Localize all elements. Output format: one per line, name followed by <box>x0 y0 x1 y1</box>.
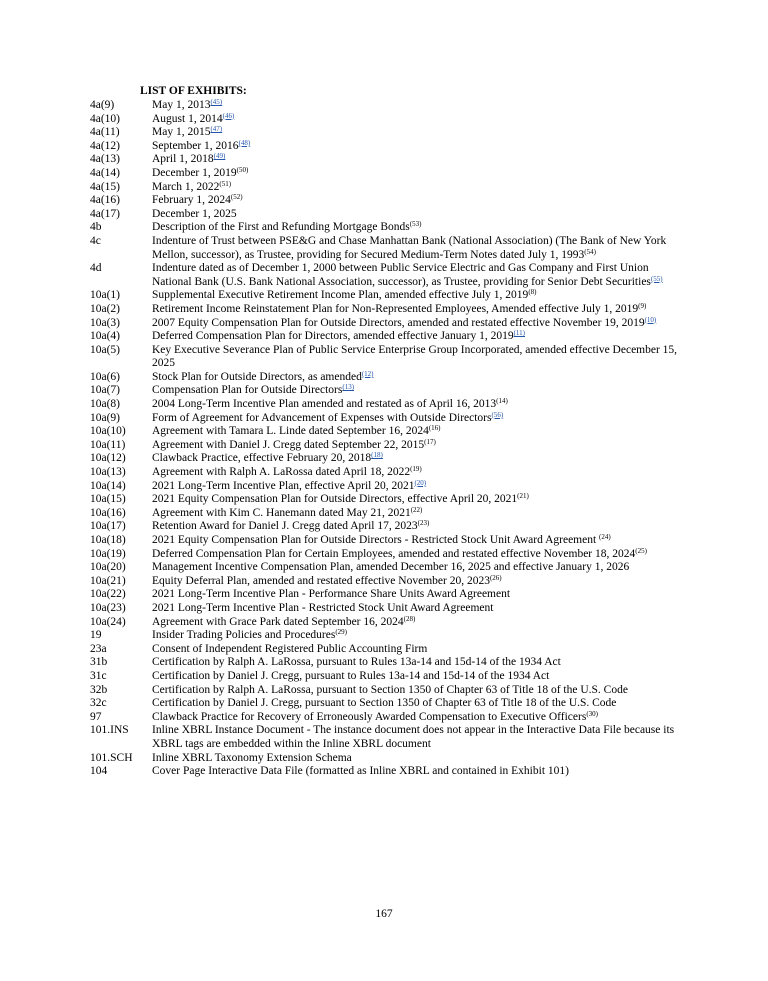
footnote-reference: (54) <box>584 247 596 256</box>
page-number: 167 <box>375 908 393 920</box>
exhibit-number: 97 <box>90 710 102 723</box>
exhibit-row <box>90 493 690 507</box>
exhibit-number: 10a(10) <box>90 425 126 438</box>
exhibit-description <box>152 208 690 222</box>
exhibit-number: 4a(15) <box>90 180 121 193</box>
exhibit-description <box>152 289 690 303</box>
footnote-reference-link[interactable]: (20) <box>414 478 427 487</box>
exhibit-row <box>90 643 690 657</box>
exhibit-number: 10a(3) <box>90 316 121 329</box>
exhibit-description-text: 2021 Long-Term Incentive Plan - Performance Share Units Award Agreement <box>152 588 511 601</box>
exhibit-number: 10a(17) <box>90 520 126 533</box>
footnote-reference-link[interactable]: (11) <box>513 329 525 338</box>
exhibit-description <box>152 153 690 167</box>
exhibit-description <box>152 684 690 698</box>
exhibit-row <box>90 765 690 779</box>
footnote-reference: (51) <box>219 179 232 188</box>
exhibit-row <box>90 561 690 575</box>
exhibit-description <box>152 235 690 262</box>
exhibit-row <box>90 235 690 262</box>
exhibit-number: 4a(14) <box>90 166 121 179</box>
footnote-reference: (30) <box>586 709 598 718</box>
exhibit-description-text: Certification by Ralph A. LaRossa, pursuant to Rules 13a-14 and 15d-14 of the 1934 Act <box>152 656 561 669</box>
exhibit-description-text: May 1, 2013 <box>152 99 211 111</box>
exhibit-description-text: Agreement with Grace Park dated September 16, 2024 <box>152 615 404 628</box>
exhibit-description-text: Certification by Ralph A. LaRossa, pursuant to Section 1350 of Chapter 63 of Title 18 of the U.S. Code <box>152 683 628 696</box>
exhibit-description-text: May 1, 2015 <box>152 126 211 139</box>
exhibit-row <box>90 140 690 154</box>
exhibit-number: 10a(7) <box>90 384 121 397</box>
exhibit-description-text: Supplemental Executive Retirement Income Plan, amended effective July 1, 2019 <box>152 289 529 302</box>
exhibit-number: 10a(9) <box>90 411 121 424</box>
exhibit-row <box>90 602 690 616</box>
exhibit-description <box>152 493 690 507</box>
footnote-reference: (28) <box>403 614 416 623</box>
exhibit-description-text: Insider Trading Policies and Procedures <box>152 629 336 642</box>
exhibit-row <box>90 466 690 480</box>
exhibit-description-text: Clawback Practice for Recovery of Erroneously Awarded Compensation to Executive Officers <box>152 710 587 723</box>
exhibit-description <box>152 507 690 521</box>
exhibit-number: 104 <box>90 765 108 778</box>
exhibit-description <box>152 656 690 670</box>
exhibit-number: 10a(16) <box>90 506 126 519</box>
exhibit-number: 4d <box>90 262 102 275</box>
exhibit-row <box>90 153 690 167</box>
exhibit-description-text: Indenture dated as of December 1, 2000 between Public Service Electric and Gas Company and First Union National Bank (U.S. Bank National Association, successor), as Trustee, providing for Senior Debt Securities <box>152 262 651 288</box>
exhibit-description <box>152 466 690 480</box>
exhibit-row <box>90 588 690 602</box>
footnote-reference-link[interactable]: (47) <box>210 125 223 134</box>
exhibit-description <box>152 616 690 630</box>
exhibit-description <box>152 398 690 412</box>
exhibit-description <box>152 344 690 371</box>
exhibit-description <box>152 480 690 494</box>
exhibit-description <box>152 452 690 466</box>
exhibit-row <box>90 208 690 222</box>
exhibit-description <box>152 520 690 534</box>
exhibit-row <box>90 371 690 385</box>
exhibit-row <box>90 317 690 331</box>
footnote-reference-link[interactable]: (13) <box>342 383 355 392</box>
exhibit-description-text: Agreement with Kim C. Hanemann dated May 21, 2021 <box>152 506 411 519</box>
exhibit-description-text: Consent of Independent Registered Public Accounting Firm <box>152 642 428 655</box>
exhibit-number: 10a(4) <box>90 330 121 343</box>
page-title: LIST OF EXHIBITS: <box>140 85 247 97</box>
exhibit-description <box>152 99 690 113</box>
exhibit-description-text: Indenture of Trust between PSE&G and Chase Manhattan Bank (National Association) (The Bank of New York Mellon, successor), as Trustee, providing for Secured Medium-Term Notes dated July 1, 1993 <box>152 234 667 261</box>
exhibit-description-text: December 1, 2019 <box>152 166 237 179</box>
exhibit-description-text: Agreement with Ralph A. LaRossa dated April 18, 2022 <box>152 466 411 479</box>
exhibit-description <box>152 765 690 779</box>
exhibit-description <box>152 575 690 589</box>
exhibit-row <box>90 752 690 766</box>
exhibit-number: 4a(16) <box>90 194 121 207</box>
exhibit-description <box>152 262 690 289</box>
footnote-reference-link[interactable]: (46) <box>222 111 235 120</box>
exhibit-description-text: Deferred Compensation Plan for Certain Employees, amended and restated effective November 18, 2024 <box>152 547 636 560</box>
exhibit-description-text: Compensation Plan for Outside Directors <box>152 384 343 397</box>
exhibit-row <box>90 439 690 453</box>
exhibit-number: 4a(10) <box>90 112 121 125</box>
exhibit-description-text: 2007 Equity Compensation Plan for Outside Directors, amended and restated effective November 19, 2019 <box>152 316 645 329</box>
exhibit-description <box>152 126 690 140</box>
footnote-reference: (24) <box>599 533 611 541</box>
exhibit-description <box>152 561 690 575</box>
exhibit-description-text: Key Executive Severance Plan of Public Service Enterprise Group Incorporated, amended effective December 15, 2025 <box>152 343 678 370</box>
footnote-reference: (23) <box>417 519 430 528</box>
exhibit-number: 10a(1) <box>90 289 121 302</box>
exhibit-number: 10a(24) <box>90 615 126 628</box>
footnote-reference-link[interactable]: (56) <box>491 410 504 419</box>
exhibit-number: 32b <box>90 683 108 696</box>
exhibit-row <box>90 697 690 711</box>
exhibit-description-text: September 1, 2016 <box>152 139 239 152</box>
exhibit-number: 31c <box>90 669 107 682</box>
exhibit-number: 10a(23) <box>90 601 126 614</box>
exhibit-row <box>90 656 690 670</box>
exhibit-row <box>90 194 690 208</box>
exhibit-description <box>152 711 690 725</box>
footnote-reference-link[interactable]: (18) <box>371 451 383 460</box>
exhibit-row <box>90 534 690 548</box>
footnote-reference: (26) <box>489 573 502 582</box>
exhibit-number: 10a(8) <box>90 398 121 411</box>
exhibit-description-text: Form of Agreement for Advancement of Expenses with Outside Directors <box>152 411 492 424</box>
exhibit-description-text: Description of the First and Refunding Mortgage Bonds <box>152 221 410 234</box>
exhibit-description-text: Equity Deferral Plan, amended and restated effective November 20, 2023 <box>152 574 490 587</box>
exhibit-row <box>90 670 690 684</box>
exhibit-description <box>152 194 690 208</box>
exhibit-number: 32c <box>90 697 107 710</box>
exhibit-row <box>90 330 690 344</box>
exhibit-row <box>90 181 690 195</box>
exhibit-description-text: 2004 Long-Term Incentive Plan amended and restated as of April 16, 2013 <box>152 398 497 411</box>
exhibit-number: 10a(15) <box>90 493 126 506</box>
exhibit-row <box>90 412 690 426</box>
exhibit-description <box>152 303 690 317</box>
exhibit-description <box>152 317 690 331</box>
footnote-reference: (29) <box>335 628 348 637</box>
exhibit-description <box>152 670 690 684</box>
exhibit-list <box>90 99 690 779</box>
exhibit-description <box>152 697 690 711</box>
exhibit-number: 10a(6) <box>90 370 121 383</box>
footnote-reference-link[interactable]: (10) <box>644 315 657 324</box>
exhibit-description-text: Certification by Daniel J. Cregg, pursuant to Section 1350 of Chapter 63 of Title 18 of the U.S. Code <box>152 697 617 710</box>
exhibit-row <box>90 548 690 562</box>
footnote-reference: (8) <box>528 288 537 297</box>
exhibit-number: 4a(13) <box>90 153 121 166</box>
exhibit-description <box>152 113 690 127</box>
exhibit-number: 10a(19) <box>90 547 126 560</box>
footnote-reference-link[interactable]: (48) <box>238 138 251 147</box>
exhibit-number: 4b <box>90 221 102 234</box>
exhibit-number: 101.SCH <box>90 751 133 764</box>
exhibit-row <box>90 262 690 289</box>
exhibit-description <box>152 384 690 398</box>
footnote-reference: (17) <box>424 437 436 446</box>
exhibit-number: 10a(13) <box>90 466 126 479</box>
exhibit-number: 10a(21) <box>90 574 126 587</box>
exhibit-row <box>90 724 690 751</box>
exhibit-row <box>90 616 690 630</box>
exhibit-number: 101.INS <box>90 724 129 737</box>
footnote-reference: (22) <box>410 505 423 514</box>
exhibit-description <box>152 752 690 766</box>
exhibit-description-text: April 1, 2018 <box>152 153 214 166</box>
exhibit-description <box>152 371 690 385</box>
exhibit-row <box>90 99 690 113</box>
exhibit-number: 4c <box>90 234 101 247</box>
exhibit-description-text: Retention Award for Daniel J. Cregg dated April 17, 2023 <box>152 520 418 533</box>
exhibit-description-text: Retirement Income Reinstatement Plan for Non-Represented Employees, Amended effective July 1, 2019 <box>152 302 639 315</box>
exhibit-number: 10a(14) <box>90 479 126 492</box>
footnote-reference-link[interactable]: (45) <box>210 98 223 106</box>
footnote-reference-link[interactable]: (12) <box>361 369 374 378</box>
exhibit-number: 10a(11) <box>90 438 126 451</box>
exhibit-row <box>90 167 690 181</box>
exhibit-row <box>90 126 690 140</box>
exhibit-description-text: Management Incentive Compensation Plan, amended December 16, 2025 and effective January 1, 2026 <box>152 561 630 574</box>
exhibit-description-text: Deferred Compensation Plan for Directors, amended effective January 1, 2019 <box>152 330 514 343</box>
footnote-reference: (50) <box>236 165 249 174</box>
exhibit-number: 23a <box>90 642 107 655</box>
exhibit-row <box>90 113 690 127</box>
exhibit-description <box>152 439 690 453</box>
exhibit-description-text: August 1, 2014 <box>152 112 223 125</box>
footnote-reference: (21) <box>517 492 529 501</box>
exhibit-row <box>90 398 690 412</box>
exhibit-description <box>152 167 690 181</box>
exhibit-description-text: Certification by Daniel J. Cregg, pursuant to Rules 13a-14 and 15d-14 of the 1934 Act <box>152 669 550 682</box>
exhibit-number: 10a(12) <box>90 452 126 465</box>
exhibit-description-text: 2021 Long-Term Incentive Plan, effective April 20, 2021 <box>152 479 415 492</box>
footnote-reference: (9) <box>638 301 647 310</box>
exhibit-description-text: February 1, 2024 <box>152 194 231 207</box>
exhibit-row <box>90 480 690 494</box>
footnote-reference: (52) <box>230 193 243 202</box>
exhibit-row <box>90 684 690 698</box>
exhibit-description <box>152 140 690 154</box>
exhibit-row <box>90 425 690 439</box>
footnote-reference-link[interactable]: (55) <box>650 274 663 283</box>
exhibit-number: 10a(18) <box>90 534 126 546</box>
exhibit-description-text: March 1, 2022 <box>152 180 220 193</box>
footnote-reference: (53) <box>409 220 422 229</box>
exhibit-description-text: 2021 Long-Term Incentive Plan - Restricted Stock Unit Award Agreement <box>152 601 494 614</box>
exhibit-description <box>152 643 690 657</box>
exhibit-description-text: December 1, 2025 <box>152 207 237 220</box>
exhibit-description-text: Inline XBRL Instance Document - The instance document does not appear in the Interactive Data File because its XBRL tags are embedded within the Inline XBRL document <box>152 724 675 750</box>
exhibit-number: 4a(12) <box>90 139 121 152</box>
exhibit-description <box>152 629 690 643</box>
exhibit-number: 4a(9) <box>90 99 115 111</box>
exhibit-description <box>152 602 690 616</box>
exhibit-row <box>90 452 690 466</box>
exhibit-number: 4a(17) <box>90 207 121 220</box>
exhibit-description-text: Agreement with Daniel J. Cregg dated September 22, 2015 <box>152 438 425 451</box>
exhibit-description <box>152 330 690 344</box>
exhibit-description <box>152 534 690 548</box>
exhibit-description <box>152 724 690 751</box>
exhibit-description-text: 2021 Equity Compensation Plan for Outside Directors, effective April 20, 2021 <box>152 493 518 506</box>
exhibit-row <box>90 344 690 371</box>
exhibit-number: 10a(20) <box>90 561 126 574</box>
exhibit-number: 10a(2) <box>90 302 121 315</box>
exhibit-row <box>90 711 690 725</box>
footnote-reference: (14) <box>496 397 508 406</box>
exhibit-number: 19 <box>90 629 102 642</box>
exhibit-description <box>152 588 690 602</box>
exhibit-description <box>152 548 690 562</box>
exhibit-description <box>152 425 690 439</box>
exhibit-number: 4a(11) <box>90 126 120 139</box>
exhibit-row <box>90 507 690 521</box>
exhibit-description <box>152 412 690 426</box>
exhibit-number: 31b <box>90 656 108 669</box>
footnote-reference-link[interactable]: (49) <box>213 152 226 161</box>
exhibit-description-text: Inline XBRL Taxonomy Extension Schema <box>152 751 352 764</box>
exhibit-row <box>90 289 690 303</box>
footnote-reference: (16) <box>428 424 441 433</box>
exhibit-row <box>90 575 690 589</box>
exhibit-description-text: Stock Plan for Outside Directors, as amended <box>152 370 362 383</box>
exhibit-description-text: Clawback Practice, effective February 20, 2018 <box>152 452 372 465</box>
exhibit-number: 10a(5) <box>90 343 121 356</box>
exhibit-row <box>90 384 690 398</box>
exhibit-number: 10a(22) <box>90 588 126 601</box>
exhibit-row <box>90 520 690 534</box>
exhibit-row <box>90 221 690 235</box>
footnote-reference: (19) <box>410 465 422 474</box>
exhibit-description <box>152 221 690 235</box>
exhibit-row <box>90 629 690 643</box>
exhibit-description <box>152 181 690 195</box>
exhibit-description-text: Cover Page Interactive Data File (formatted as Inline XBRL and contained in Exhibit 101) <box>152 765 569 778</box>
exhibit-row <box>90 303 690 317</box>
footnote-reference: (25) <box>635 546 647 555</box>
exhibit-description-text: Agreement with Tamara L. Linde dated September 16, 2024 <box>152 425 429 438</box>
exhibit-description-text: 2021 Equity Compensation Plan for Outside Directors - Restricted Stock Unit Award Agreement <box>152 534 600 546</box>
